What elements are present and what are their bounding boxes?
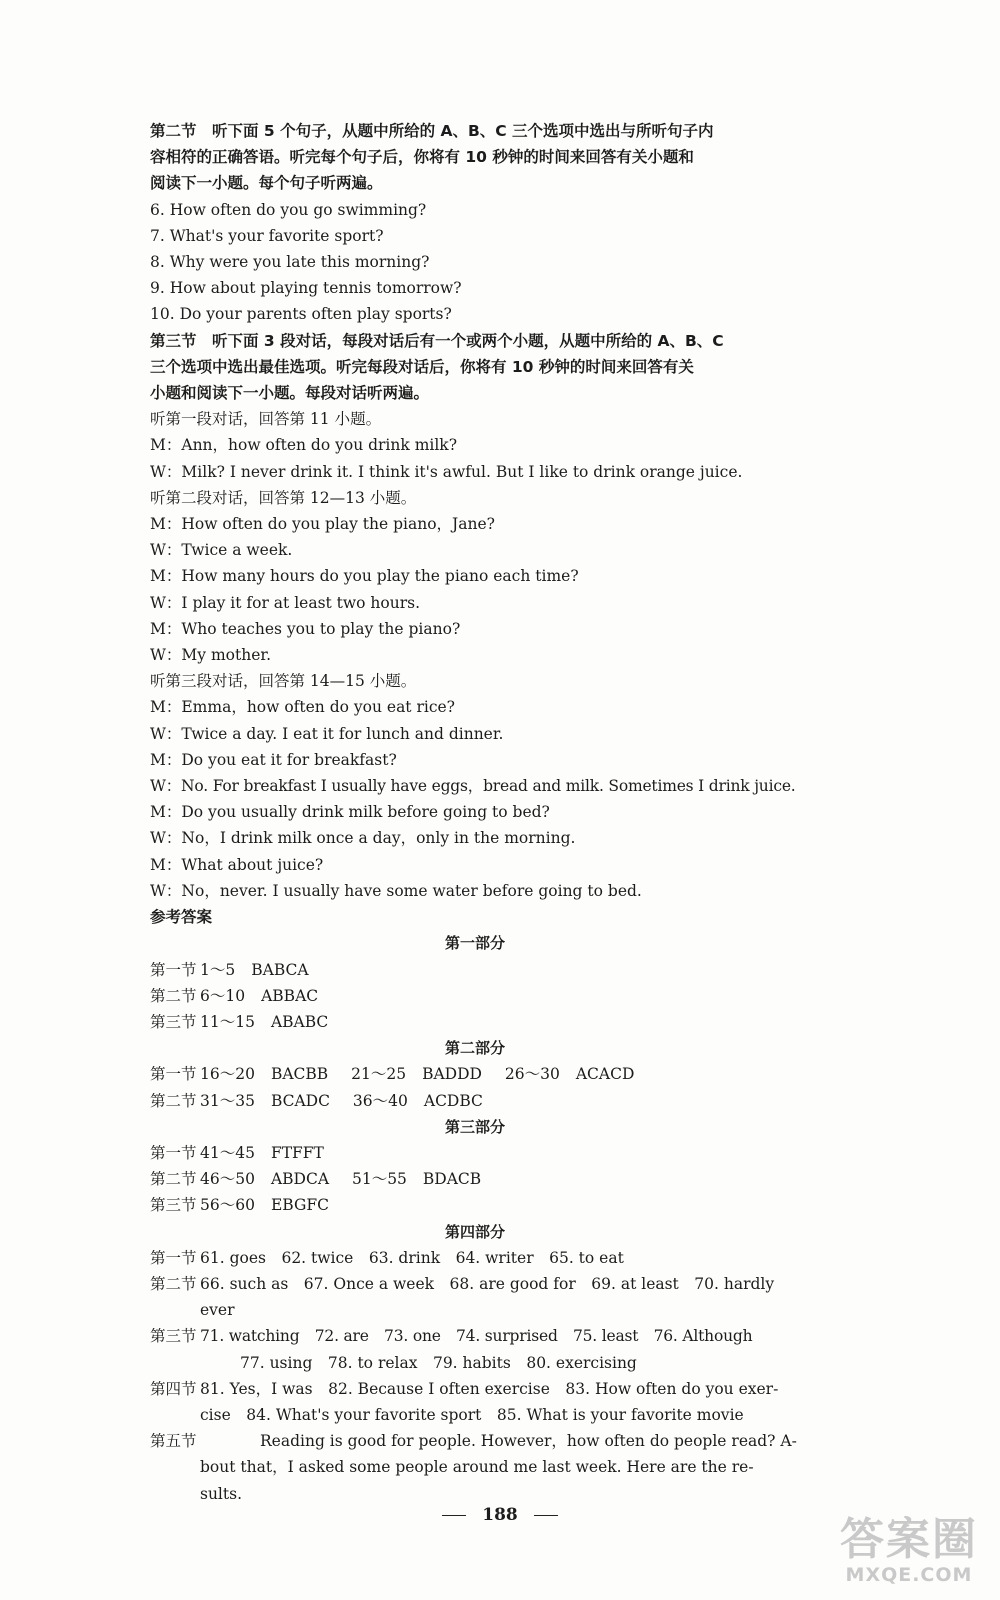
instruction-line: 第二节 听下面 5 个句子，从题中所给的 A、B、C 三个选项中选出与所听句子内: [150, 122, 714, 140]
answer-range: 6～10: [200, 986, 246, 1005]
answer-group: [351, 1061, 482, 1087]
answer-row: [150, 1088, 800, 1114]
part2-answers: [150, 1061, 800, 1113]
answer-text: ever: [200, 1301, 235, 1320]
dialogue-line: W：Twice a day. I eat it for lunch and dinner.: [150, 724, 504, 743]
watermark: [840, 1516, 978, 1586]
answer-row: [150, 1376, 800, 1428]
section-label: 第一节: [150, 1248, 197, 1267]
instruction-line: 第三节 听下面 3 段对话，每段对话后有一个或两个小题，从题中所给的 A、B、C: [150, 331, 724, 350]
answer-row: [150, 1245, 800, 1271]
essay-text: Reading is good for people. However，how often do people read? A-: [260, 1432, 797, 1451]
dialogue-line: 听第一段对话，回答第 11 小题。: [150, 410, 382, 429]
answer-row: [150, 1192, 800, 1218]
dialogue-line: 听第二段对话，回答第 12—13 小题。: [150, 488, 417, 507]
answer-key: FTFFT: [270, 1143, 324, 1162]
instruction-line: 三个选项中选出最佳选项。听完每段对话后，你将有 10 秒钟的时间来回答有关: [150, 357, 694, 376]
answer-group: [200, 1061, 328, 1087]
dialogue-line: W：Milk? I never drink it. I think it's awful. But I like to drink orange juice.: [150, 462, 743, 481]
dialogue-line: 听第三段对话，回答第 14—15 小题。: [150, 672, 417, 691]
part-heading: 第二部分: [444, 1039, 505, 1058]
answer-row: [150, 1009, 800, 1035]
dialogue-line: W：No，I drink milk once a day，only in the morning.: [150, 829, 576, 848]
answer-group: [200, 1192, 329, 1218]
answer-key: BADDD: [422, 1065, 482, 1084]
section-label: 第三节: [150, 1012, 197, 1031]
essay-text: sults.: [200, 1484, 243, 1503]
answer-group: [353, 1088, 483, 1114]
section2-instructions: [150, 118, 800, 197]
dialogue-line: M：How often do you play the piano，Jane?: [150, 515, 495, 534]
answer-group: [200, 1166, 329, 1192]
answer-group: [200, 1140, 324, 1166]
section-label: 第五节: [150, 1432, 197, 1451]
section-label: 第三节: [150, 1327, 197, 1346]
dialogue-line: M：Do you usually drink milk before going to bed?: [150, 803, 550, 822]
answer-range: 51～55: [351, 1170, 407, 1189]
answer-range: 11～15: [200, 1012, 255, 1031]
part-heading: 第四部分: [444, 1222, 505, 1241]
answer-range: 26～30: [504, 1065, 560, 1084]
answers-title: 参考答案: [150, 908, 213, 927]
part-heading: 第一部分: [444, 934, 505, 953]
section-label: 第二节: [150, 1091, 197, 1110]
dialogue-line: W：My mother.: [150, 646, 272, 665]
sentence: 10. Do your parents often play sports?: [150, 305, 452, 324]
answer-group: [200, 983, 318, 1009]
sentence: 9. How about playing tennis tomorrow?: [150, 279, 462, 298]
dash-left: [442, 1515, 466, 1516]
section-label: 第一节: [150, 960, 197, 979]
answer-row: [150, 1061, 800, 1087]
page-number-text: 188: [482, 1505, 518, 1525]
section-label: 第二节: [150, 986, 197, 1005]
sentence: 6. How often do you go swimming?: [150, 200, 427, 219]
answer-row: [150, 1323, 800, 1375]
answer-key: ACACD: [575, 1065, 635, 1084]
answer-range: 31～35: [200, 1091, 255, 1110]
watermark-url: MXQE.COM: [845, 1564, 973, 1586]
instruction-line: 阅读下一小题。每个句子听两遍。: [150, 174, 383, 193]
answer-text: 61. goes 62. twice 63. drink 64. writer 65. to eat: [200, 1248, 624, 1267]
answer-group: [200, 957, 309, 983]
answer-text: cise 84. What's your favorite sport 85. What is your favorite movie: [200, 1405, 744, 1424]
answer-key: EBGFC: [270, 1196, 329, 1215]
answer-range: 36～40: [352, 1091, 408, 1110]
sentence: 7. What's your favorite sport?: [150, 226, 384, 245]
answer-text: 71. watching 72. are 73. one 74. surprised 75. least 76. Although: [200, 1327, 753, 1346]
answer-row: [150, 1166, 800, 1192]
answer-key: BDACB: [422, 1170, 482, 1189]
answer-key: ABBAC: [261, 986, 319, 1005]
answer-key: ACDBC: [423, 1091, 483, 1110]
answer-row: [150, 983, 800, 1009]
dialogue-line: M：Emma，how often do you eat rice?: [150, 698, 455, 717]
dash-right: [534, 1515, 558, 1516]
part4-answers: [150, 1245, 800, 1507]
answer-key: BABCA: [251, 960, 309, 979]
answer-key: ABDCA: [270, 1170, 330, 1189]
answer-row: [150, 1428, 800, 1507]
dialogue-line: M：Do you eat it for breakfast?: [150, 750, 397, 769]
section-label: 第二节: [150, 1170, 197, 1189]
dialogue-line: W：I play it for at least two hours.: [150, 593, 421, 612]
watermark-logo: 答案圈: [840, 1514, 978, 1565]
answer-group: [200, 1009, 328, 1035]
instruction-line: 小题和阅读下一小题。每段对话听两遍。: [150, 384, 430, 403]
document-page: [150, 118, 800, 1507]
answer-key: BACBB: [270, 1065, 329, 1084]
dialogue-line: M：Who teaches you to play the piano?: [150, 619, 461, 638]
instruction-line: 容相符的正确答语。听完每个句子后，你将有 10 秒钟的时间来回答有关小题和: [150, 148, 694, 167]
answer-text: 81. Yes，I was 82. Because I often exercise 83. How often do you exer-: [200, 1379, 779, 1398]
dialogue-line: M：How many hours do you play the piano each time?: [150, 567, 579, 586]
section3-instructions: [150, 328, 800, 407]
answer-range: 56～60: [200, 1196, 255, 1215]
answer-range: 21～25: [351, 1065, 407, 1084]
section3-dialogues: [150, 406, 800, 904]
answer-group: [505, 1061, 635, 1087]
dialogue-line: M：What about juice?: [150, 855, 324, 874]
part1-answers: [150, 957, 800, 1036]
sentence: 8. Why were you late this morning?: [150, 253, 430, 272]
section-label: 第一节: [150, 1143, 197, 1162]
dialogue-line: W：No，never. I usually have some water before going to bed.: [150, 881, 642, 900]
section-label: 第二节: [150, 1274, 197, 1293]
section-label: 第一节: [150, 1065, 197, 1084]
section-label: 第四节: [150, 1379, 197, 1398]
answer-range: 16～20: [200, 1065, 255, 1084]
answer-text: 66. such as 67. Once a week 68. are good for 69. at least 70. hardly: [200, 1274, 775, 1293]
answer-row: [150, 1271, 800, 1323]
answer-row: [150, 1140, 800, 1166]
answer-range: 1～5: [200, 960, 236, 979]
section2-sentences: [150, 197, 800, 328]
answer-row: [150, 957, 800, 983]
answer-text: 77. using 78. to relax 79. habits 80. exercising: [240, 1353, 637, 1372]
answer-range: 46～50: [200, 1170, 255, 1189]
answer-key: BCADC: [270, 1091, 330, 1110]
part3-answers: [150, 1140, 800, 1219]
answer-group: [352, 1166, 481, 1192]
dialogue-line: M：Ann，how often do you drink milk?: [150, 436, 458, 455]
part-heading: 第三部分: [444, 1117, 505, 1136]
essay-text: bout that，I asked some people around me last week. Here are the re-: [200, 1458, 754, 1477]
answer-group: [200, 1088, 330, 1114]
dialogue-line: W：Twice a week.: [150, 541, 293, 560]
answer-range: 41～45: [200, 1143, 255, 1162]
dialogue-line: W：No. For breakfast I usually have eggs，bread and milk. Sometimes I drink juice.: [150, 777, 796, 796]
section-label: 第三节: [150, 1196, 197, 1215]
answer-key: ABABC: [270, 1012, 329, 1031]
